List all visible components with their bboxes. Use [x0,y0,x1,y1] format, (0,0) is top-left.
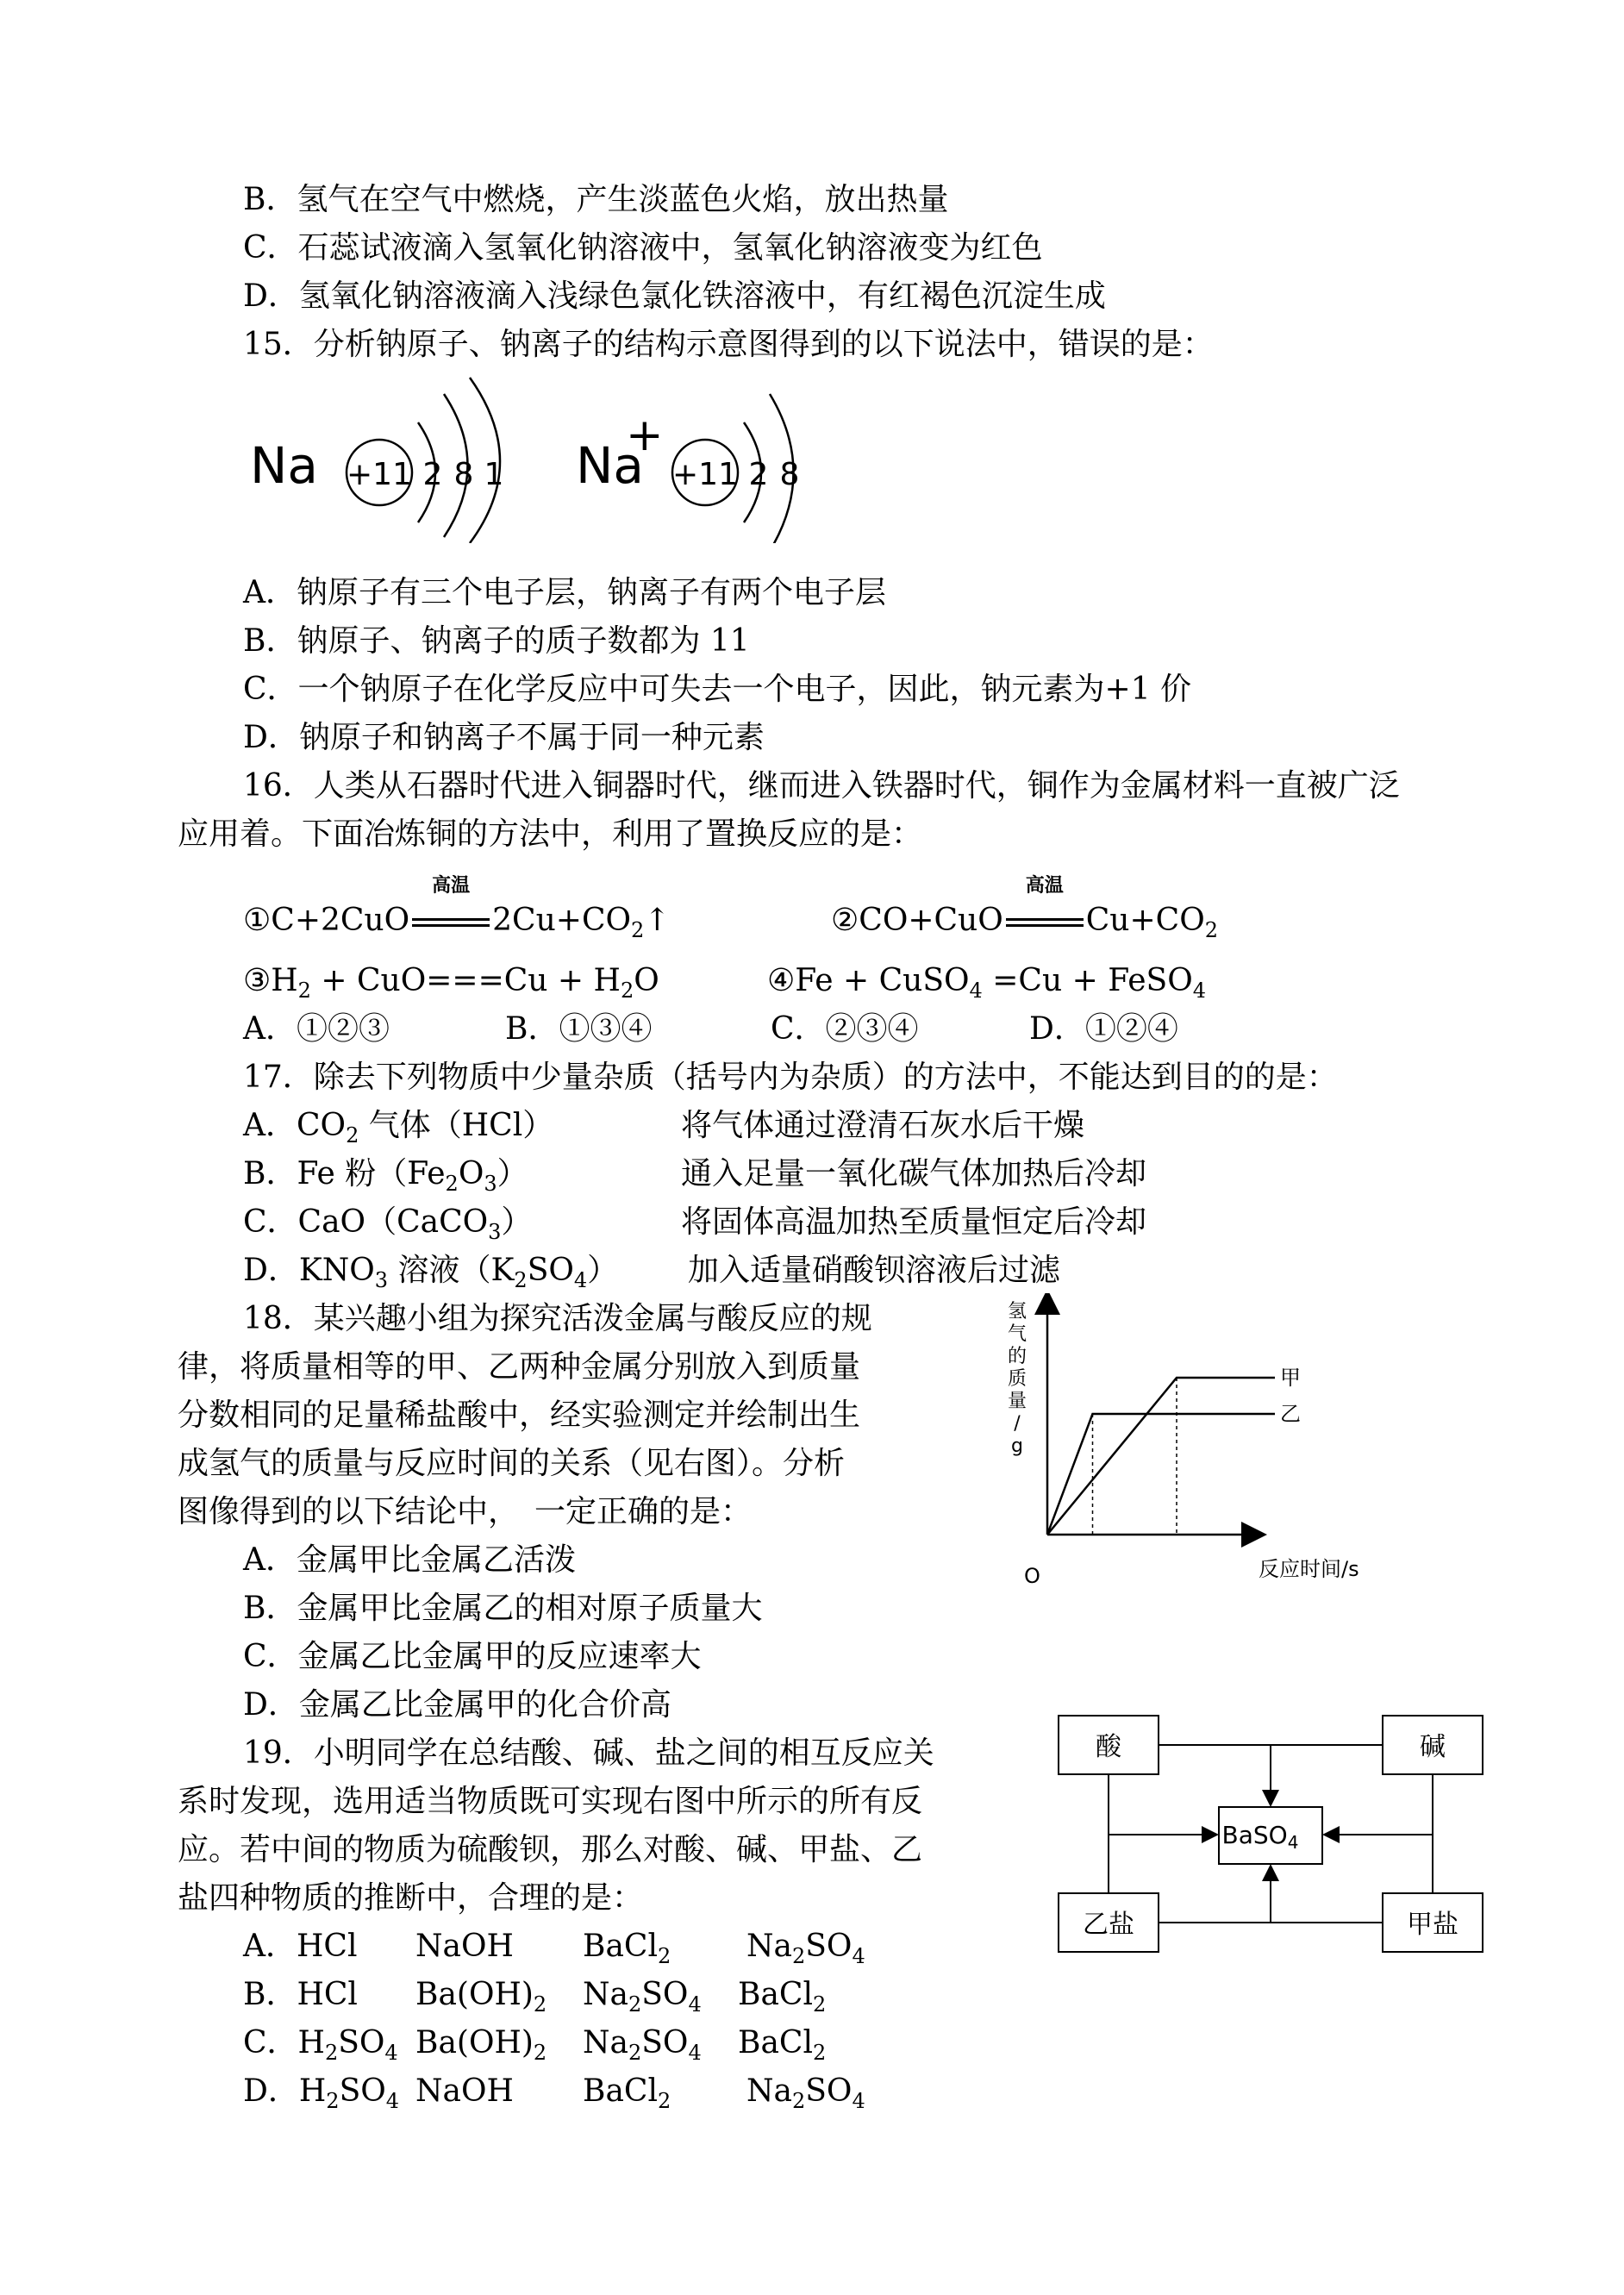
q18-option-a: A．金属甲比金属乙活泼 [243,1542,576,1578]
q19-option-d: D．$H_2SO_4$ NaOH BaCl$_2$ $Na_2SO_4$ [243,2073,865,2113]
q19-option-b: B．HCl $Ba(OH)_2$ $Na_2SO_4$ BaCl$_2$ [243,1977,827,2017]
ion-shell-1-count: 2 [748,457,769,492]
q17-row-a: A．$CO_2$ 气体（HCl） 将气体通过澄清石灰水后干燥 [243,1108,1085,1148]
q18-option-b: B．金属甲比金属乙的相对原子质量大 [243,1591,763,1626]
q15-stem: 15．分析钠原子、钠离子的结构示意图得到的以下说法中，错误的是： [243,327,1214,362]
series-label-jia: 甲 [1280,1366,1301,1390]
q17-row-b: B．Fe 粉$(Fe_2O_3)$ 通入足量一氧化碳气体加热后冷却 [243,1156,1147,1196]
r1-left: ①C+2CuO [243,903,410,938]
r1-arrow [409,875,492,940]
atom-nucleus-label: +11 [347,457,412,492]
q18-option-d: D．金属乙比金属甲的化合价高 [243,1687,671,1723]
atom-shell-1-count: 2 [422,457,443,492]
q17-row-d: D．$KNO_3$ 溶液$(K_2SO_4)$ 加入适量硝酸钡溶液后过滤 [243,1253,1061,1292]
r2-right: Cu+CO [1085,903,1205,938]
r2-condition: 高温 [1025,875,1064,897]
ion-shell-2-count: 8 [779,457,800,492]
y-axis-label-char: 气 [1007,1323,1027,1345]
y-axis-label-char: / [1014,1413,1021,1435]
q15-option-a: A．钠原子有三个电子层，钠离子有两个电子层 [243,575,886,610]
r2-left: ②CO+CuO [831,903,1003,938]
q19-stem-2: 系时发现，选用适当物质既可实现右图中所示的所有反 [178,1784,923,1819]
r1-condition: 高温 [432,875,471,897]
label-acid: 酸 [1096,1732,1121,1762]
q16-stem-line1: 16．人类从石器时代进入铜器时代，继而进入铁器时代，铜作为金属材料一直被广泛 [243,768,1400,804]
atom-structure-diagram [241,371,828,543]
q18-stem-5: 图像得到的以下结论中， 一定正确的是： [178,1494,753,1529]
y-axis-label-char: 质 [1007,1368,1027,1390]
r2-arrow [1003,875,1086,940]
q14-option-c: C．石蕊试液滴入氢氧化钠溶液中，氢氧化钠溶液变为红色 [243,230,1043,266]
q16-option-a: A．①②③ [243,1011,390,1047]
acid-base-salt-diagram [1050,1705,1498,1964]
r1-right: 2Cu+CO [492,903,631,938]
q14-option-d: D．氢氧化钠溶液滴入浅绿色氯化铁溶液中，有红褐色沉淀生成 [243,278,1106,314]
label-salt-jia: 甲盐 [1407,1910,1458,1940]
label-base: 碱 [1420,1732,1446,1762]
q19-option-c: C．$H_2SO_4$ $Ba(OH)_2$ $Na_2SO_4$ BaCl$_2$ [243,2025,827,2065]
hydrogen-mass-graph [991,1293,1396,1604]
q19-option-a: A．HCl NaOH BaCl$_2$ $Na_2SO_4$ [243,1929,865,1968]
series-line-jia [1047,1378,1254,1535]
origin-label: O [1024,1564,1040,1588]
q16-reaction-3: $③H_2 + CuO===Cu + H_2O$ [243,963,659,1003]
y-axis-label-char: g [1011,1435,1023,1457]
series-label-yi: 乙 [1280,1402,1301,1426]
q18-stem-1: 18．某兴趣小组为探究活泼金属与酸反应的规 [243,1301,872,1336]
q19-stem-1: 19．小明同学在总结酸、碱、盐之间的相互反应关 [243,1735,934,1771]
q18-stem-4: 成氢气的质量与反应时间的关系（见右图）。分析 [178,1446,846,1481]
y-axis-label [1008,1301,1027,1457]
label-center: BaSO$_4$ [1221,1821,1299,1853]
y-axis-label-char: 量 [1007,1391,1027,1412]
atom-shell-3-count: 1 [484,457,504,492]
q16-option-b: B．①③④ [505,1011,653,1047]
q16-option-c: C．②③④ [771,1011,919,1047]
ion-symbol: Na [576,436,644,495]
series-line-yi [1047,1414,1254,1535]
q15-option-b: B．钠原子、钠离子的质子数都为 11 [243,623,750,659]
q15-option-d: D．钠原子和钠离子不属于同一种元素 [243,720,765,755]
atom-shell-2-count: 8 [453,457,474,492]
ion-charge: + [626,410,664,461]
q18-option-c: C．金属乙比金属甲的反应速率大 [243,1639,702,1674]
q18-stem-3: 分数相同的足量稀盐酸中，经实验测定并绘制出生 [178,1398,861,1433]
q16-reaction-1: ①C+2CuO 高温 $2Cu+CO_2↑$ [243,875,671,942]
q18-stem-2: 律，将质量相等的甲、乙两种金属分别放入到质量 [178,1349,861,1385]
q14-option-b: B．氢气在空气中燃烧，产生淡蓝色火焰，放出热量 [243,182,949,217]
y-axis-label-char: 的 [1007,1346,1027,1367]
r1-gas-arrow: ↑ [644,903,671,938]
y-axis-label-char: 氢 [1007,1301,1027,1323]
atom-symbol: Na [250,436,318,495]
q16-reaction-4: ④Fe + CuSO$_4$ =Cu + FeSO$_4$ [767,963,1206,1003]
q19-stem-4: 盐四种物质的推断中，合理的是： [178,1880,644,1916]
ion-nucleus-label: +11 [672,457,738,492]
q16-option-d: D．①②④ [1029,1011,1178,1047]
q16-stem-line2: 应用着。下面冶炼铜的方法中，利用了置换反应的是： [178,816,923,852]
q17-row-c: C．CaO（CaCO$_3$） 将固体高温加热至质量恒定后冷却 [243,1204,1147,1244]
x-axis-label: 反应时间/s [1259,1557,1359,1581]
q19-stem-3: 应。若中间的物质为硫酸钡，那么对酸、碱、甲盐、乙 [178,1832,923,1867]
label-salt-yi: 乙盐 [1083,1910,1134,1940]
q15-option-c: C．一个钠原子在化学反应中可失去一个电子，因此，钠元素为+1 价 [243,672,1192,707]
q16-reaction-2: ②CO+CuO 高温 $Cu+CO_2$ [831,875,1218,942]
q17-stem: 17．除去下列物质中少量杂质（括号内为杂质）的方法中，不能达到目的的是： [243,1060,1338,1095]
